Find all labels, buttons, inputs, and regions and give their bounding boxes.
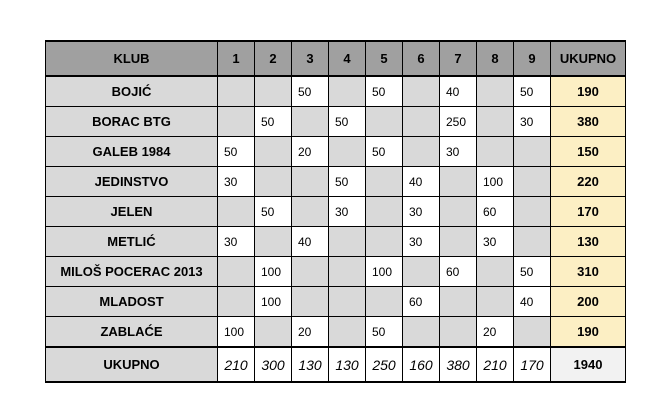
club-total: 310 — [551, 257, 626, 287]
score-cell — [255, 76, 292, 107]
column-total: 170 — [514, 347, 551, 382]
table-row — [46, 76, 626, 107]
score-cell: 30 — [440, 137, 477, 167]
score-cell: 40 — [403, 167, 440, 197]
score-cell — [366, 107, 403, 137]
header-row — [46, 41, 626, 76]
score-cell: 50 — [255, 197, 292, 227]
club-total: 130 — [551, 227, 626, 257]
score-cell: 50 — [255, 107, 292, 137]
score-cell — [440, 287, 477, 317]
score-cell: 100 — [477, 167, 514, 197]
table-row — [46, 227, 626, 257]
score-cell — [514, 137, 551, 167]
table-row — [46, 197, 626, 227]
score-cell: 100 — [255, 257, 292, 287]
header-col-6: 6 — [403, 41, 440, 76]
score-cell — [403, 257, 440, 287]
club-name: METLIĆ — [46, 227, 218, 257]
score-cell: 30 — [514, 107, 551, 137]
summary-label: UKUPNO — [46, 347, 218, 382]
table-row — [46, 317, 626, 348]
score-cell — [255, 167, 292, 197]
column-total: 300 — [255, 347, 292, 382]
score-cell: 30 — [403, 227, 440, 257]
score-cell — [329, 227, 366, 257]
score-cell — [329, 317, 366, 348]
score-cell: 60 — [440, 257, 477, 287]
score-cell — [218, 76, 255, 107]
club-total: 380 — [551, 107, 626, 137]
score-cell: 30 — [403, 197, 440, 227]
score-cell — [403, 137, 440, 167]
score-cell: 50 — [366, 317, 403, 348]
score-cell — [440, 167, 477, 197]
club-name: JELEN — [46, 197, 218, 227]
club-name: MLADOST — [46, 287, 218, 317]
score-cell — [255, 317, 292, 348]
score-cell: 40 — [514, 287, 551, 317]
header-total: UKUPNO — [551, 41, 626, 76]
score-cell — [403, 317, 440, 348]
score-cell — [514, 167, 551, 197]
score-cell — [218, 257, 255, 287]
club-name: BORAC BTG — [46, 107, 218, 137]
score-cell — [366, 227, 403, 257]
score-cell — [440, 317, 477, 348]
score-cell: 30 — [218, 167, 255, 197]
club-total: 190 — [551, 76, 626, 107]
club-total: 200 — [551, 287, 626, 317]
header-col-9: 9 — [514, 41, 551, 76]
score-cell: 20 — [477, 317, 514, 348]
club-total: 150 — [551, 137, 626, 167]
score-cell — [218, 287, 255, 317]
table-row — [46, 137, 626, 167]
score-cell — [514, 197, 551, 227]
score-cell: 50 — [329, 107, 366, 137]
score-cell — [292, 107, 329, 137]
score-cell — [366, 197, 403, 227]
club-name: JEDINSTVO — [46, 167, 218, 197]
score-cell — [292, 167, 329, 197]
score-cell — [218, 107, 255, 137]
score-cell: 100 — [366, 257, 403, 287]
score-cell — [477, 107, 514, 137]
score-cell: 30 — [477, 227, 514, 257]
table-row — [46, 167, 626, 197]
grand-total: 1940 — [551, 347, 626, 382]
score-cell — [477, 137, 514, 167]
score-cell: 20 — [292, 317, 329, 348]
club-name: ZABLAĆE — [46, 317, 218, 348]
score-cell — [292, 287, 329, 317]
score-cell — [292, 257, 329, 287]
score-cell — [366, 287, 403, 317]
table-row — [46, 107, 626, 137]
score-cell: 50 — [329, 167, 366, 197]
score-cell: 60 — [477, 197, 514, 227]
header-col-1: 1 — [218, 41, 255, 76]
score-cell — [403, 107, 440, 137]
score-cell: 50 — [514, 257, 551, 287]
score-cell: 50 — [366, 137, 403, 167]
score-cell — [329, 257, 366, 287]
score-cell — [477, 76, 514, 107]
club-name: MILOŠ POCERAC 2013 — [46, 257, 218, 287]
score-cell: 50 — [218, 137, 255, 167]
header-club: KLUB — [46, 41, 218, 76]
score-cell — [514, 227, 551, 257]
score-cell: 20 — [292, 137, 329, 167]
header-col-3: 3 — [292, 41, 329, 76]
score-cell — [218, 197, 255, 227]
score-cell: 50 — [514, 76, 551, 107]
column-total: 380 — [440, 347, 477, 382]
results-table — [45, 40, 626, 383]
score-cell — [292, 197, 329, 227]
header-col-7: 7 — [440, 41, 477, 76]
club-total: 220 — [551, 167, 626, 197]
header-col-4: 4 — [329, 41, 366, 76]
score-cell — [440, 227, 477, 257]
club-total: 190 — [551, 317, 626, 348]
column-total: 130 — [292, 347, 329, 382]
header-col-8: 8 — [477, 41, 514, 76]
table-body — [46, 76, 626, 382]
column-total: 130 — [329, 347, 366, 382]
club-name: BOJIĆ — [46, 76, 218, 107]
header-col-5: 5 — [366, 41, 403, 76]
score-cell — [329, 287, 366, 317]
column-total: 250 — [366, 347, 403, 382]
score-cell: 40 — [292, 227, 329, 257]
score-cell: 100 — [218, 317, 255, 348]
score-cell — [477, 287, 514, 317]
score-cell — [366, 167, 403, 197]
summary-row — [46, 347, 626, 382]
column-total: 210 — [218, 347, 255, 382]
score-cell — [477, 257, 514, 287]
score-cell: 50 — [292, 76, 329, 107]
score-cell: 30 — [218, 227, 255, 257]
score-cell — [329, 76, 366, 107]
score-cell — [329, 137, 366, 167]
score-cell — [255, 137, 292, 167]
score-cell — [255, 227, 292, 257]
table-header — [46, 41, 626, 76]
score-cell — [514, 317, 551, 348]
score-cell — [403, 76, 440, 107]
header-col-2: 2 — [255, 41, 292, 76]
score-cell: 250 — [440, 107, 477, 137]
score-cell: 40 — [440, 76, 477, 107]
score-cell: 60 — [403, 287, 440, 317]
score-cell: 50 — [366, 76, 403, 107]
table-row — [46, 257, 626, 287]
score-cell: 30 — [329, 197, 366, 227]
column-total: 210 — [477, 347, 514, 382]
table-row — [46, 287, 626, 317]
club-name: GALEB 1984 — [46, 137, 218, 167]
score-cell: 100 — [255, 287, 292, 317]
column-total: 160 — [403, 347, 440, 382]
club-total: 170 — [551, 197, 626, 227]
score-cell — [440, 197, 477, 227]
